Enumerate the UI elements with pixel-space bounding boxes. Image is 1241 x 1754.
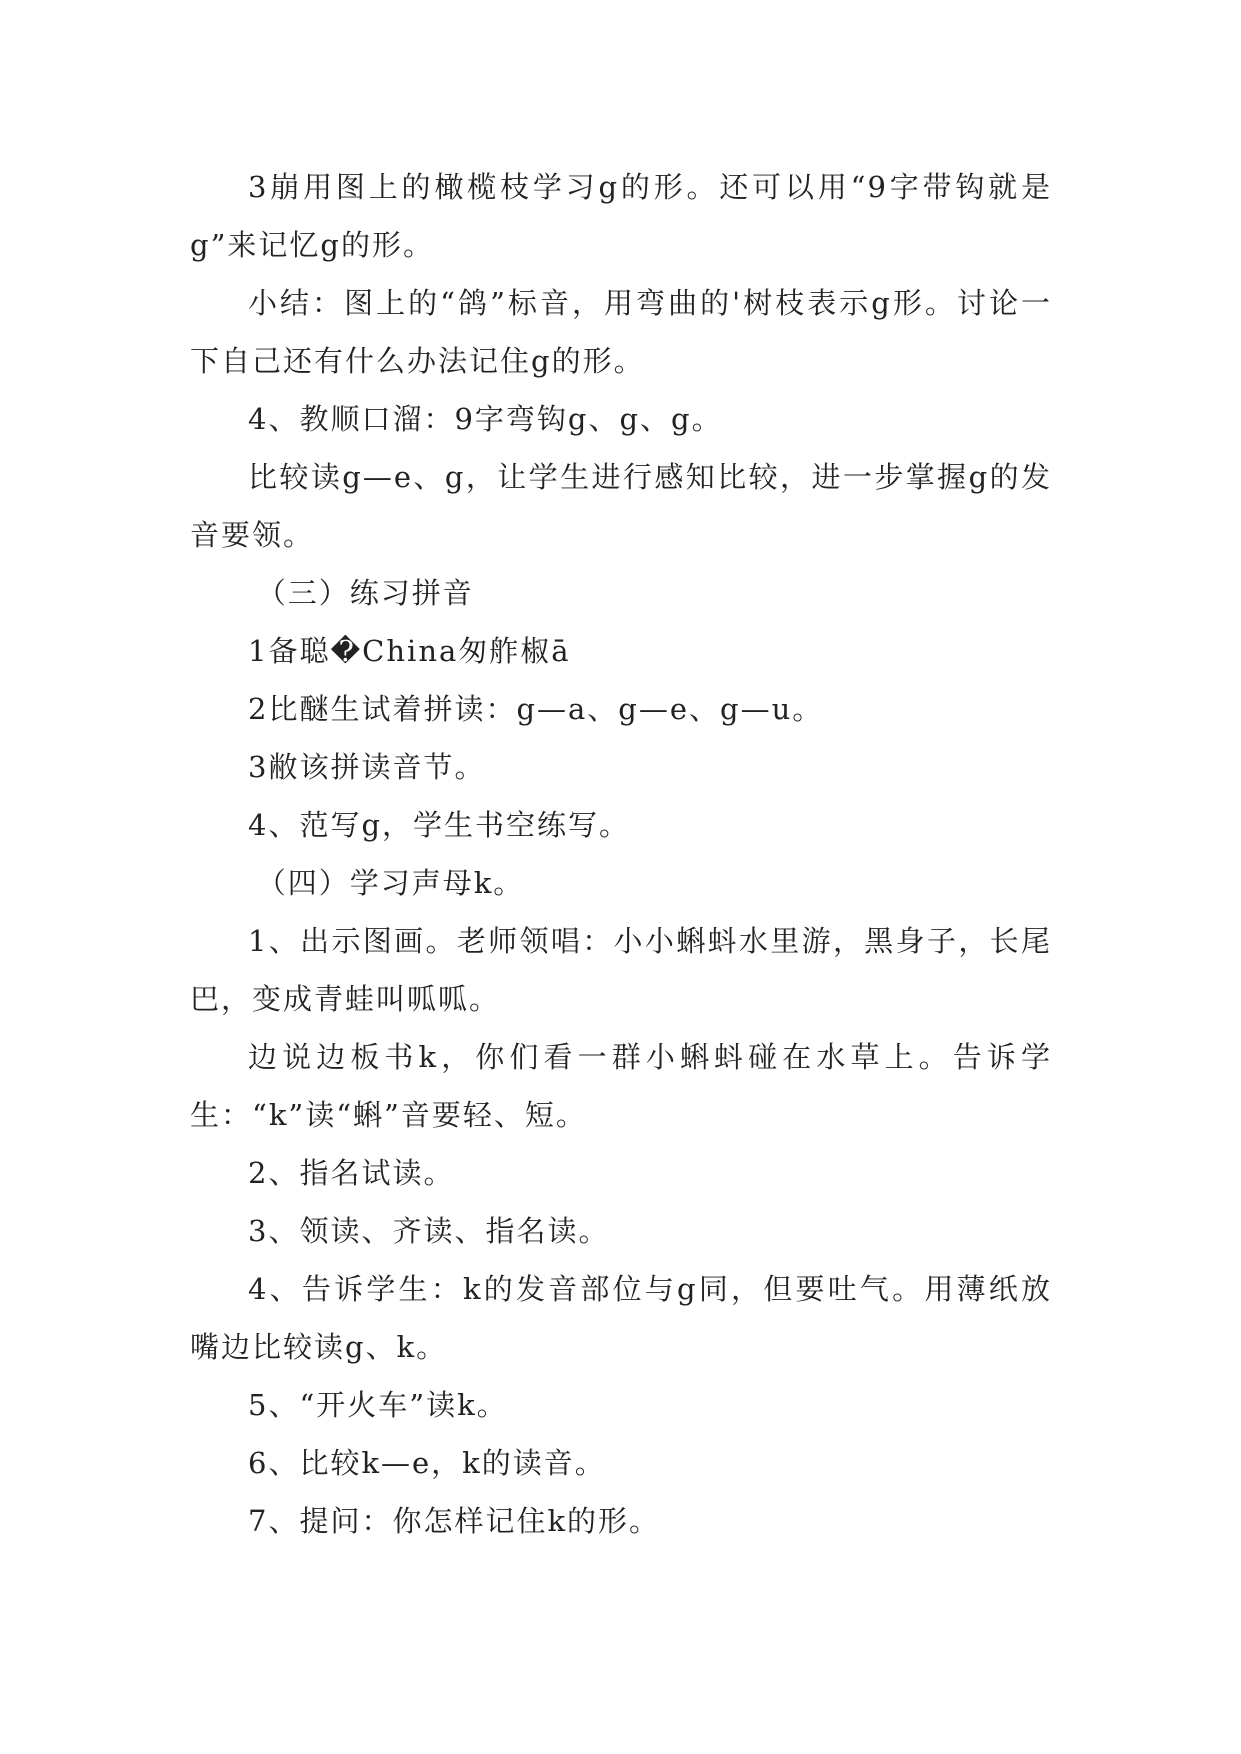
paragraph-k-3: 3、领读、齐读、指名读。 [248, 1214, 610, 1248]
paragraph-practice-1: 1备聪�China匆舴椒ā [248, 634, 571, 668]
paragraph-k-1: 1、出示图画。老师领唱：小小蝌蚪水里游，黑身子，长尾巴，变成青蛙叫呱呱。 [190, 924, 1052, 1016]
paragraph-k-2: 2、指名试读。 [248, 1156, 455, 1190]
paragraph-k-5: 5、“开火车”读k。 [248, 1388, 508, 1422]
paragraph-practice-4: 4、范写g，学生书空练写。 [248, 808, 631, 842]
paragraph-k-4: 4、告诉学生：k的发音部位与g同，但要吐气。用薄纸放嘴边比较读g、k。 [190, 1272, 1052, 1364]
paragraph-k-6: 6、比较k—e，k的读音。 [248, 1446, 606, 1480]
document-body [190, 158, 1052, 1550]
paragraph-k-board: 边说边板书k，你们看一群小蝌蚪碰在水草上。告诉学生：“k”读“蝌”音要轻、短。 [190, 1040, 1052, 1132]
paragraph-practice-3: 3敝该拼读音节。 [248, 750, 486, 784]
paragraph-rhyme: 4、教顺口溜：9字弯钩g、g、g。 [248, 402, 723, 436]
paragraph-summary: 小结：图上的“鸽”标音，用弯曲的'树枝表示g形。讨论一下自己还有什么办法记住g的形。 [190, 286, 1052, 378]
paragraph-k-7: 7、提问：你怎样记住k的形。 [248, 1504, 661, 1538]
paragraph-compare-g: 比较读g—e、g，让学生进行感知比较，进一步掌握g的发音要领。 [190, 460, 1052, 552]
paragraph-olive-branch: 3崩用图上的橄榄枝学习g的形。还可以用“9字带钩就是g”来记忆g的形。 [190, 170, 1052, 262]
section-heading-practice: （三）练习拼音 [256, 576, 474, 610]
section-heading-learn-k: （四）学习声母k。 [256, 866, 525, 900]
paragraph-practice-2: 2比醚生试着拼读：g—a、g—e、g—u。 [248, 692, 824, 726]
